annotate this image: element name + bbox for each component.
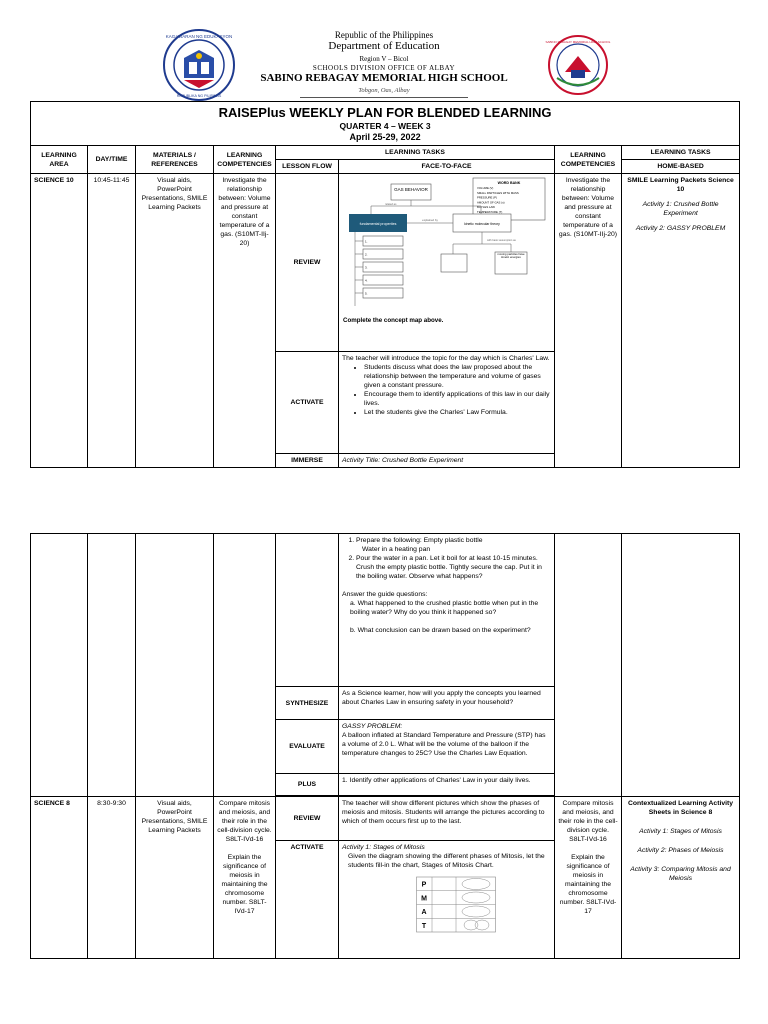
cont-materials-cell <box>136 534 214 797</box>
cont-competency-cell <box>214 534 276 797</box>
science8-materials: Visual aids, PowerPoint Presentations, SMILE Learning Packets <box>136 797 214 959</box>
science10-competency: Investigate the relationship between: Volume and pressure at constant temperature of a gas. (S10MT-IIj-20) <box>214 174 276 468</box>
gas-concept-map: GAS BEHAVIOR WORD BANK VOLUME (V)SMALL PARTICLES WITH MASSPRESSURE (P)AMOUNT OF GAS (n)BOYLES LAWTEMPERATURE (T) related as fundamental properties kinetic molecular theory explained by 1.2.3.4.5. with basic assumption as moving particles have kinetic energies Complete the concept map above. <box>341 176 551 326</box>
science8-home-act3: Activity 3: Comparing Mitosis and Meiosis <box>630 866 731 882</box>
science8-competency-2: Compare mitosis and meiosis, and their role in the cell-division cycle. S8LT-IVd-16 Explain the significance of meiosis in maintaining the chromosome number. S8LT-IVd-17 <box>555 797 622 959</box>
cont-competency-2-cell <box>555 534 622 797</box>
svg-text:REPUBLIKA NG PILIPINAS: REPUBLIKA NG PILIPINAS <box>176 94 222 98</box>
svg-text:KAGAWARAN NG EDUKASYON: KAGAWARAN NG EDUKASYON <box>165 34 233 39</box>
science10-immerse-text: Activity Title: Crushed Bottle Experiment <box>339 454 555 468</box>
science10-area: SCIENCE 10 <box>31 174 88 468</box>
school-seal-icon <box>545 34 611 96</box>
science8-time: 8:30-9:30 <box>88 797 136 959</box>
department-line: Department of Education <box>328 40 440 52</box>
science8-review-text: The teacher will show different pictures which show the phases of meiosis and mitosis. Students will arrange the pictures according to which of them occurs first up to the last. <box>339 797 555 841</box>
experiment-steps <box>342 536 551 581</box>
review-caption: Complete the concept map above. <box>343 317 444 324</box>
science10-plan-table <box>30 101 740 468</box>
science8-activate-title: Activity 1: Stages of Mitosis <box>342 844 425 851</box>
science8-activate-text: Given the diagram showing the different phases of Mitosis, let the students fill-in the chart, Stages of Mitosis Chart. <box>348 853 545 869</box>
svg-text:related as: related as <box>385 203 397 206</box>
word-bank-item: AMOUNT OF GAS (n) <box>477 200 505 205</box>
col-competencies-2: LEARNING COMPETENCIES <box>555 146 622 174</box>
mitosis-chart <box>416 873 496 933</box>
svg-text:WORD BANK: WORD BANK <box>497 181 521 185</box>
science10-home-act1: Activity 1: Crushed Bottle Experiment <box>642 201 719 217</box>
science10-activate-cell <box>339 352 555 454</box>
activate-bullet: • Students discuss what does the law proposed about the relationship between the temperature and volume of gases given a constant pressure. <box>364 363 551 390</box>
concept-slot-box <box>363 262 403 272</box>
science8-home-act2: Activity 2: Phases of Meiosis <box>637 847 724 854</box>
concept-slot-number: 4. <box>365 278 368 283</box>
cont-time-cell <box>88 534 136 797</box>
guide-question-a: a. What happened to the crushed plastic bottle when put in the boiling water? Why do you think it happened so? <box>350 600 539 616</box>
word-bank-item: SMALL PARTICLES WITH MASS <box>477 190 519 195</box>
concept-slot-box <box>363 236 403 246</box>
school-address: Tobgon, Oas, Albay <box>358 87 410 94</box>
synthesize-label: SYNTHESIZE <box>276 687 339 720</box>
science10-home-title: SMILE Learning Packets Science 10 <box>627 177 734 193</box>
activate-intro: The teacher will introduce the topic for the day which is Charles' Law. <box>342 355 550 362</box>
science8-review-label: REVIEW <box>276 797 339 841</box>
slot-right-box <box>441 254 467 272</box>
cont-area-cell <box>31 534 88 797</box>
evaluate-text: A balloon inflated at Standard Temperature and Pressure (STP) has a volume of 2.0 L. What will be the volume of the balloon if the temperature changes to 25C? Use the Charles Law Equation. <box>342 732 546 757</box>
experiment-step: 2. Pour the water in a pan. Let it boil for at least 10-15 minutes. Crush the empty plastic bottle. Tightly secure the cap. Put it in the boiling water. Observe what happens? <box>356 554 551 581</box>
concept-slot-box <box>363 275 403 285</box>
svg-text:with basic assumption as: with basic assumption as <box>487 239 516 242</box>
activate-bullet: • Let the students give the Charles' Law Formula. <box>364 408 551 417</box>
word-bank-item: TEMPERATURE (T) <box>477 210 503 214</box>
svg-text:fundamental properties: fundamental properties <box>359 222 397 226</box>
word-bank-item: PRESSURE (P) <box>477 195 497 200</box>
word-bank-item: BOYLES LAW <box>477 205 495 210</box>
school-name: SABINO REBAGAY MEMORIAL HIGH SCHOOL <box>260 72 508 84</box>
plan-title-cell <box>31 102 740 146</box>
page-1 <box>0 0 768 490</box>
concept-slot-box <box>363 249 403 259</box>
division-line: SCHOOLS DIVISION OFFICE OF ALBAY <box>312 64 456 72</box>
science8-area: SCIENCE 8 <box>31 797 88 959</box>
science10-competency-2: Investigate the relationship between: Volume and pressure at constant temperature of a gas. (S10MT-IIj-20) <box>555 174 622 468</box>
concept-slot-number: 2. <box>365 252 368 257</box>
mitosis-phase-letter: A <box>421 909 427 916</box>
mitosis-phase-letter: P <box>421 881 427 889</box>
letterhead <box>0 0 768 100</box>
evaluate-label: EVALUATE <box>276 720 339 774</box>
science10-home-cell <box>622 174 740 468</box>
evaluate-cell <box>339 720 555 774</box>
col-learning-tasks: LEARNING TASKS <box>276 146 555 160</box>
word-bank-item: VOLUME (V) <box>477 186 494 190</box>
republic-line: Republic of the Philippines <box>334 30 434 40</box>
col-materials: MATERIALS / REFERENCES <box>136 146 214 174</box>
experiment-step: 1. Prepare the following: Empty plastic bottle Water in a heating pan <box>356 536 551 554</box>
science8-home-cell <box>622 797 740 959</box>
plus-text: 1. Identify other applications of Charles' Law in your daily lives. <box>339 774 555 796</box>
page-2 <box>0 490 768 1024</box>
science8-home-title: Contextualized Learning Activity Sheets in Science 8 <box>627 800 734 816</box>
concept-map-slots <box>355 236 446 298</box>
region-line: Region V – Bicol <box>359 55 409 63</box>
activate-bullets <box>342 363 551 417</box>
science8-activate-label: ACTIVATE <box>276 841 339 959</box>
science10-review-cell <box>339 174 555 352</box>
guide-intro: Answer the guide questions: <box>342 591 428 598</box>
concept-slot-number: 1. <box>365 239 368 244</box>
svg-text:SABINO REBAGAY MEMORIAL HIGH S: SABINO REBAGAY MEMORIAL HIGH SCHOOL <box>545 40 611 44</box>
concept-slot-number: 5. <box>365 291 368 296</box>
science10-materials: Visual aids, PowerPoint Presentations, SMILE Learning Packets <box>136 174 214 468</box>
guide-question-b: b. What conclusion can be drawn based on the experiment? <box>350 627 531 634</box>
plus-label: PLUS <box>276 774 339 796</box>
science10-immerse-label: IMMERSE <box>276 454 339 468</box>
science10-review-label: REVIEW <box>276 174 339 352</box>
col-lesson-flow: LESSON FLOW <box>276 160 339 174</box>
col-day-time: DAY/TIME <box>88 146 136 174</box>
col-face-to-face: FACE-TO-FACE <box>339 160 555 174</box>
col-learning-area: LEARNING AREA <box>31 146 88 174</box>
svg-text:kinetic molecular theory: kinetic molecular theory <box>464 222 500 226</box>
science10-time: 10:45-11:45 <box>88 174 136 468</box>
plan-dates: April 25-29, 2022 <box>349 132 421 142</box>
step-sub: Water in a heating pan <box>362 546 431 553</box>
mitosis-phase-letter: T <box>421 922 427 930</box>
evaluate-title: GASSY PROBLEM: <box>342 723 403 730</box>
cont-flow-cell <box>276 534 339 687</box>
svg-text:GAS BEHAVIOR: GAS BEHAVIOR <box>394 187 428 192</box>
science10-activate-label: ACTIVATE <box>276 352 339 454</box>
mitosis-phase-letter: M <box>421 895 427 903</box>
science8-home-act1: Activity 1: Stages of Mitosis <box>639 828 722 835</box>
col-home-based: HOME-BASED <box>622 160 740 174</box>
concept-slot-number: 3. <box>365 265 368 270</box>
synthesize-text: As a Science learner, how will you apply the concepts you learned about Charles Law in ensuring safety in your household? <box>339 687 555 720</box>
activate-bullet: • Encourage them to identify applications of this law in our daily lives. <box>364 390 551 408</box>
plan-title: RAISEPlus WEEKLY PLAN FOR BLENDED LEARNING <box>218 105 552 120</box>
header-divider <box>300 97 468 98</box>
immerse-steps-cell <box>339 534 555 687</box>
science8-competency: Compare mitosis and meiosis, and their role in the cell-division cycle. S8LT-IVd-16 Explain the significance of meiosis in maintaining the chromosome number. S8LT-IVd-17 <box>214 797 276 959</box>
continuation-table <box>30 533 740 959</box>
plan-quarter: QUARTER 4 – WEEK 3 <box>339 121 431 131</box>
col-learning-tasks-2: LEARNING TASKS <box>622 146 740 160</box>
science10-home-act2: Activity 2: GASSY PROBLEM <box>635 225 726 232</box>
science8-activate-cell <box>339 841 555 959</box>
col-competencies: LEARNING COMPETENCIES <box>214 146 276 174</box>
concept-slot-box <box>363 288 403 298</box>
cont-home-cell <box>622 534 740 797</box>
svg-text:explained by: explained by <box>422 218 438 222</box>
